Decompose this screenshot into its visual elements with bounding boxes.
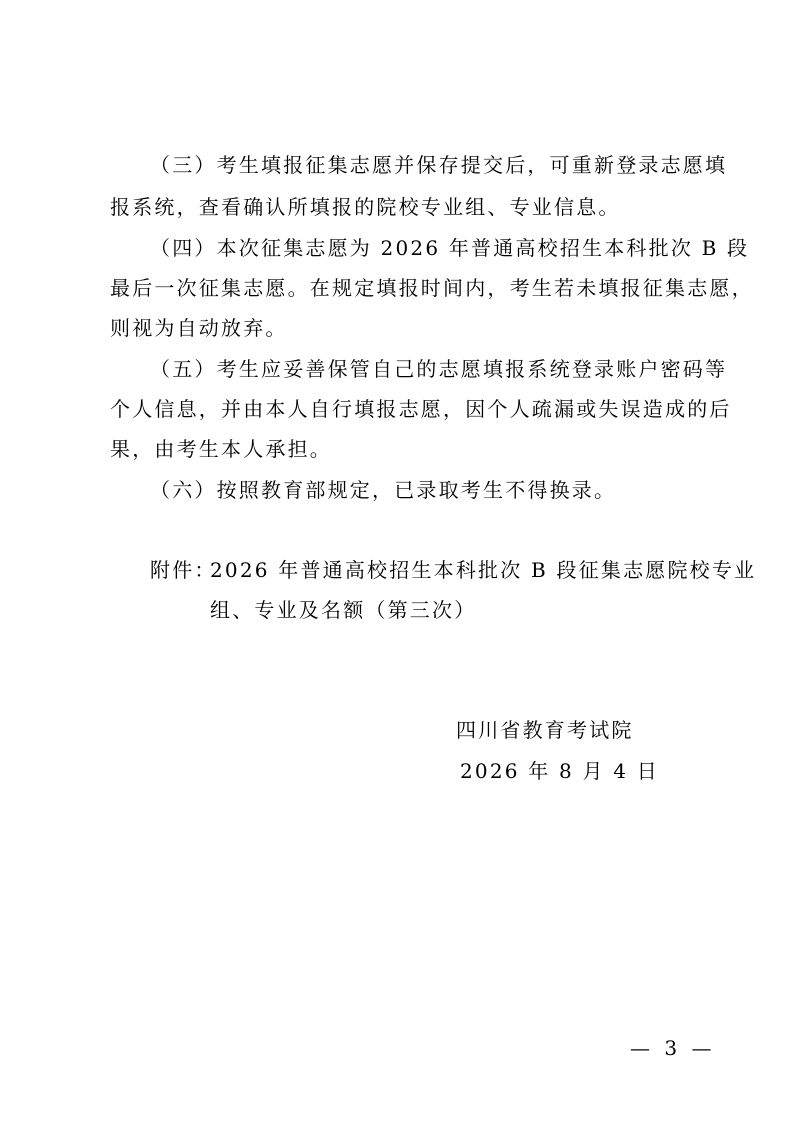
page-number: — 3 —	[630, 1036, 716, 1060]
paragraph-6-line-1: （六）按照教育部规定，已录取考生不得换录。	[150, 478, 617, 502]
attachment-line-2: 组、专业及名额（第三次）	[210, 598, 477, 622]
paragraph-5-line-1: （五）考生应妥善保管自己的志愿填报系统登录账户密码等	[150, 357, 728, 381]
paragraph-4-line-2: 最后一次征集志愿。在规定填报时间内，考生若未填报征集志愿，	[110, 276, 754, 300]
attachment-label: 附件：	[150, 558, 217, 582]
paragraph-4-line-3: 则视为自动放弃。	[110, 316, 288, 340]
paragraph-3-line-1: （三）考生填报征集志愿并保存提交后，可重新登录志愿填	[150, 153, 728, 177]
paragraph-5-line-3: 果，由考生本人承担。	[110, 437, 332, 461]
signature-organization: 四川省教育考试院	[456, 718, 634, 742]
paragraph-5-line-2: 个人信息，并由本人自行填报志愿，因个人疏漏或失误造成的后	[110, 397, 732, 421]
signature-date: 2026 年 8 月 4 日	[460, 759, 659, 783]
paragraph-4-line-1: （四）本次征集志愿为 2026 年普通高校招生本科批次 B 段	[150, 236, 750, 260]
paragraph-3-line-2: 报系统，查看确认所填报的院校专业组、专业信息。	[110, 195, 621, 219]
attachment-line-1: 2026 年普通高校招生本科批次 B 段征集志愿院校专业	[210, 558, 757, 582]
